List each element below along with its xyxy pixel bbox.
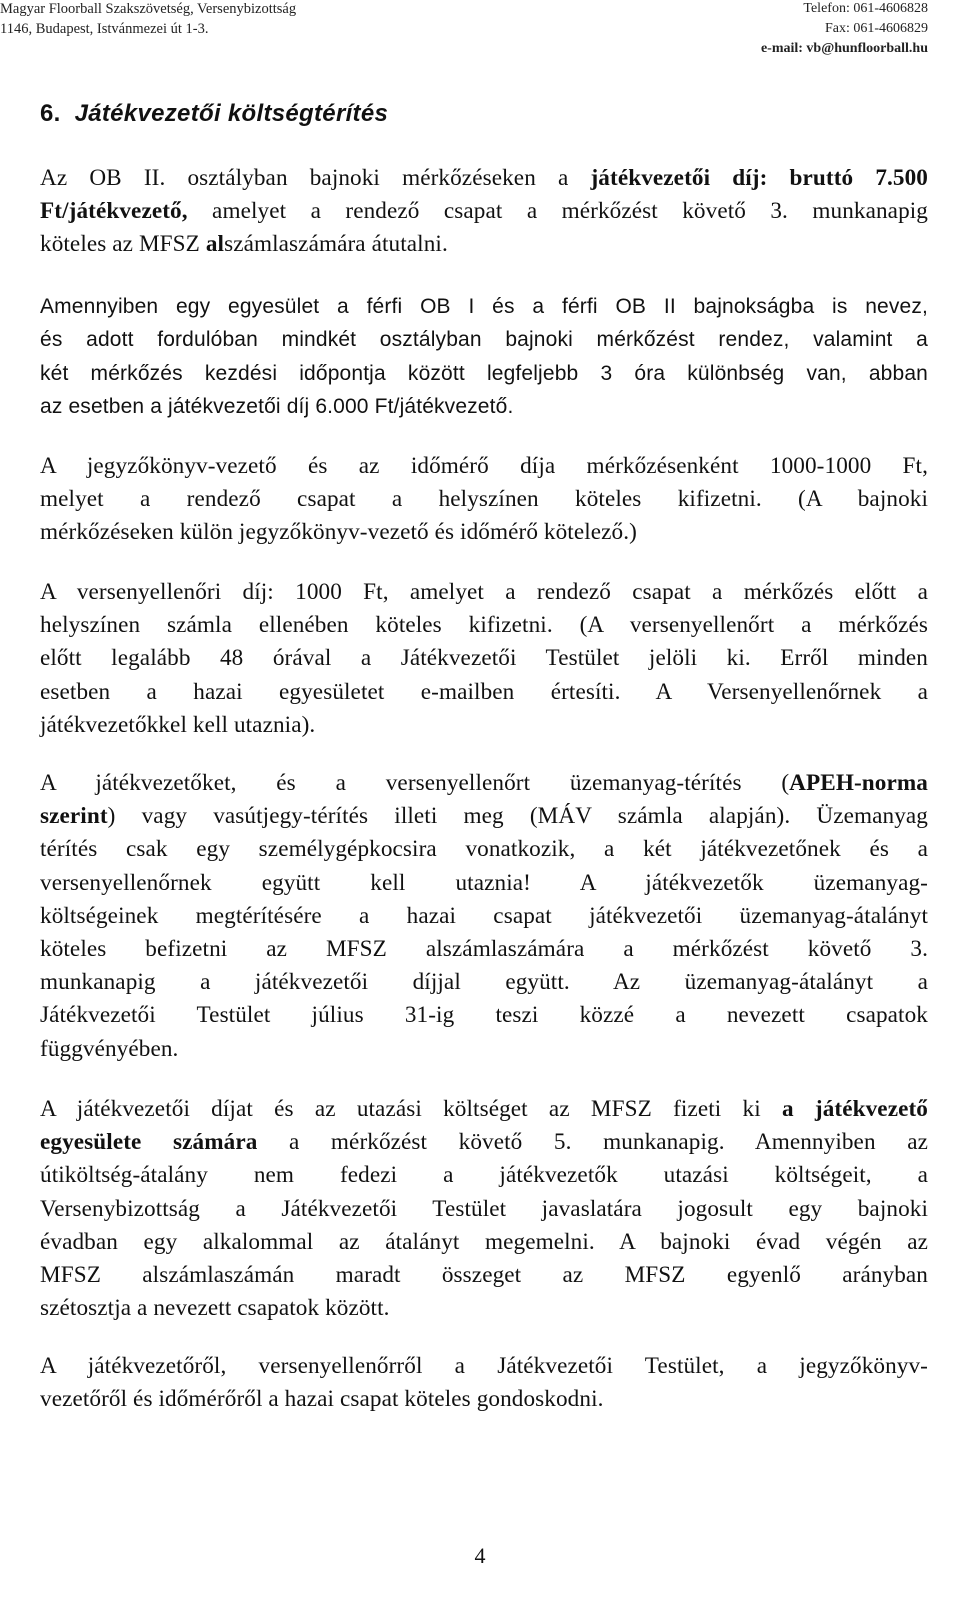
- text-line: az esetben a játékvezetői díj 6.000 Ft/játékvezető.: [40, 395, 514, 419]
- text-line: A versenyellenőri díj: 1000 Ft, amelyet a rendező csapat a mérkőzés előtt a: [40, 579, 928, 605]
- letterhead-left: [0, 0, 296, 40]
- text-line: A játékvezetői díjat és az utazási költséget az MFSZ fizeti ki a játékvezető: [40, 1096, 928, 1122]
- text-line: egyesülete számára a mérkőzést követő 5. munkanapig. Amennyiben az: [40, 1129, 928, 1156]
- text-line: függvényében.: [40, 1035, 179, 1062]
- text-line: előtt legalább 48 órával a Játékvezetői Testület jelöli ki. Erről minden: [40, 645, 928, 672]
- text-line: A jegyzőkönyv-vezető és az időmérő díja mérkőzésenként 1000-1000 Ft,: [40, 453, 928, 479]
- text-line: Játékvezetői Testület július 31-ig teszi közzé a nevezett csapatok: [40, 1002, 928, 1029]
- text-line: melyet a rendező csapat a helyszínen köteles kifizetni. (A bajnoki: [40, 486, 928, 513]
- paragraph-scorekeeper-fee: [40, 450, 928, 550]
- text-line: Az OB II. osztályban bajnoki mérkőzéseken a játékvezetői díj: bruttó 7.500: [40, 165, 928, 191]
- text-line: költségeinek megtérítésére a hazai csapat játékvezetői üzemanyag-átalányt: [40, 902, 928, 929]
- text-line: Versenybizottság a Játékvezetői Testület javaslatára jogosult egy bajnoki: [40, 1195, 928, 1222]
- bold-text: al: [205, 231, 225, 258]
- bold-text: APEH-norma: [789, 770, 928, 796]
- text-line: játékvezetőkkel kell utaznia).: [40, 711, 316, 738]
- page-number: 4: [474, 1543, 486, 1568]
- text-line: és adott fordulóban mindkét osztályban bajnoki mérkőzést rendez, valamint a: [40, 328, 928, 352]
- text-line: A játékvezetőről, versenyellenőrről a Játékvezetői Testület, a jegyzőkönyv-: [40, 1353, 928, 1379]
- paragraph-payment: [40, 1093, 928, 1325]
- text-line: A játékvezetőket, és a versenyellenőrt üzemanyag-térítés (APEH-norma: [40, 770, 928, 796]
- paragraph-supervisor-fee: [40, 576, 928, 742]
- paragraph-responsibilities: [40, 1350, 928, 1416]
- text-line: köteles az MFSZ alszámlaszámára átutalni.: [40, 231, 448, 258]
- text-line: vezetőről és időmérőről a hazai csapat köteles gondoskodni.: [40, 1386, 604, 1413]
- email-address: e-mail: vb@hunfloorball.hu: [760, 41, 928, 56]
- fax-number: Fax: 061-4606829: [824, 21, 928, 36]
- text-line: munkanapig a játékvezetői díjjal együtt. Az üzemanyag-átalányt a: [40, 969, 928, 996]
- bold-text: egyesülete számára: [40, 1129, 258, 1156]
- text-line: versenyellenőrnek együtt kell utaznia! A játékvezetők üzemanyag-: [40, 869, 928, 896]
- text-line: szétosztja a nevezett csapatok között.: [40, 1295, 390, 1322]
- paragraph-double-league: [40, 290, 928, 424]
- text-line: két mérkőzés kezdési időpontja között legfeljebb 3 óra különbség van, abban: [40, 361, 928, 385]
- text-line: évadban egy alkalommal az átalányt megemelni. A bajnoki évad végén az: [40, 1228, 928, 1255]
- text-line: Ft/játékvezető, amelyet a rendező csapat a mérkőzést követő 3. munkanapig: [40, 198, 928, 225]
- section-heading: [40, 100, 388, 128]
- section-title: Játékvezetői költségtérítés: [74, 100, 389, 127]
- letterhead: [0, 0, 960, 58]
- text-line: útiköltség-átalány nem fedezi a játékvezetők utazási költségeit, a: [40, 1162, 928, 1189]
- org-name: Magyar Floorball Szakszövetség, Versenybizottság: [0, 1, 297, 17]
- bold-text: Ft/játékvezető,: [40, 198, 188, 225]
- paragraph-travel-costs: [40, 767, 928, 1066]
- text-line: szerint) vagy vasútjegy-térítés illeti meg (MÁV számla alapján). Üzemanyag: [40, 803, 928, 830]
- text-line: esetben a hazai egyesületet e-mailben értesíti. A Versenyellenőrnek a: [40, 678, 928, 705]
- text-line: térítés csak egy személygépkocsira vonatkozik, a két játékvezetőnek és a: [40, 836, 928, 863]
- text-line: köteles befizetni az MFSZ alszámlaszámára a mérkőzést követő 3.: [40, 936, 928, 963]
- text-line: MFSZ alszámlaszámán maradt összeget az MFSZ egyenlő arányban: [40, 1262, 928, 1289]
- bold-text: a játékvezető: [781, 1096, 928, 1122]
- section-number: 6.: [40, 100, 61, 127]
- phone-number: Telefon: 061-4606828: [803, 1, 928, 16]
- text-line: helyszínen számla ellenében köteles kifizetni. (A versenyellenőrt a mérkőzés: [40, 612, 928, 639]
- letterhead-right: [761, 0, 928, 60]
- bold-text: szerint: [40, 803, 108, 830]
- text-line: mérkőzéseken külön jegyzőkönyv-vezető és időmérő kötelező.): [40, 519, 637, 546]
- paragraph-referee-fee: [40, 162, 928, 262]
- org-address: 1146, Budapest, Istvánmezei út 1-3.: [0, 21, 209, 37]
- text-line: Amennyiben egy egyesület a férfi OB I és a férfi OB II bajnokságba is nevez,: [40, 295, 928, 318]
- bold-text: játékvezetői díj: bruttó 7.500: [590, 165, 928, 191]
